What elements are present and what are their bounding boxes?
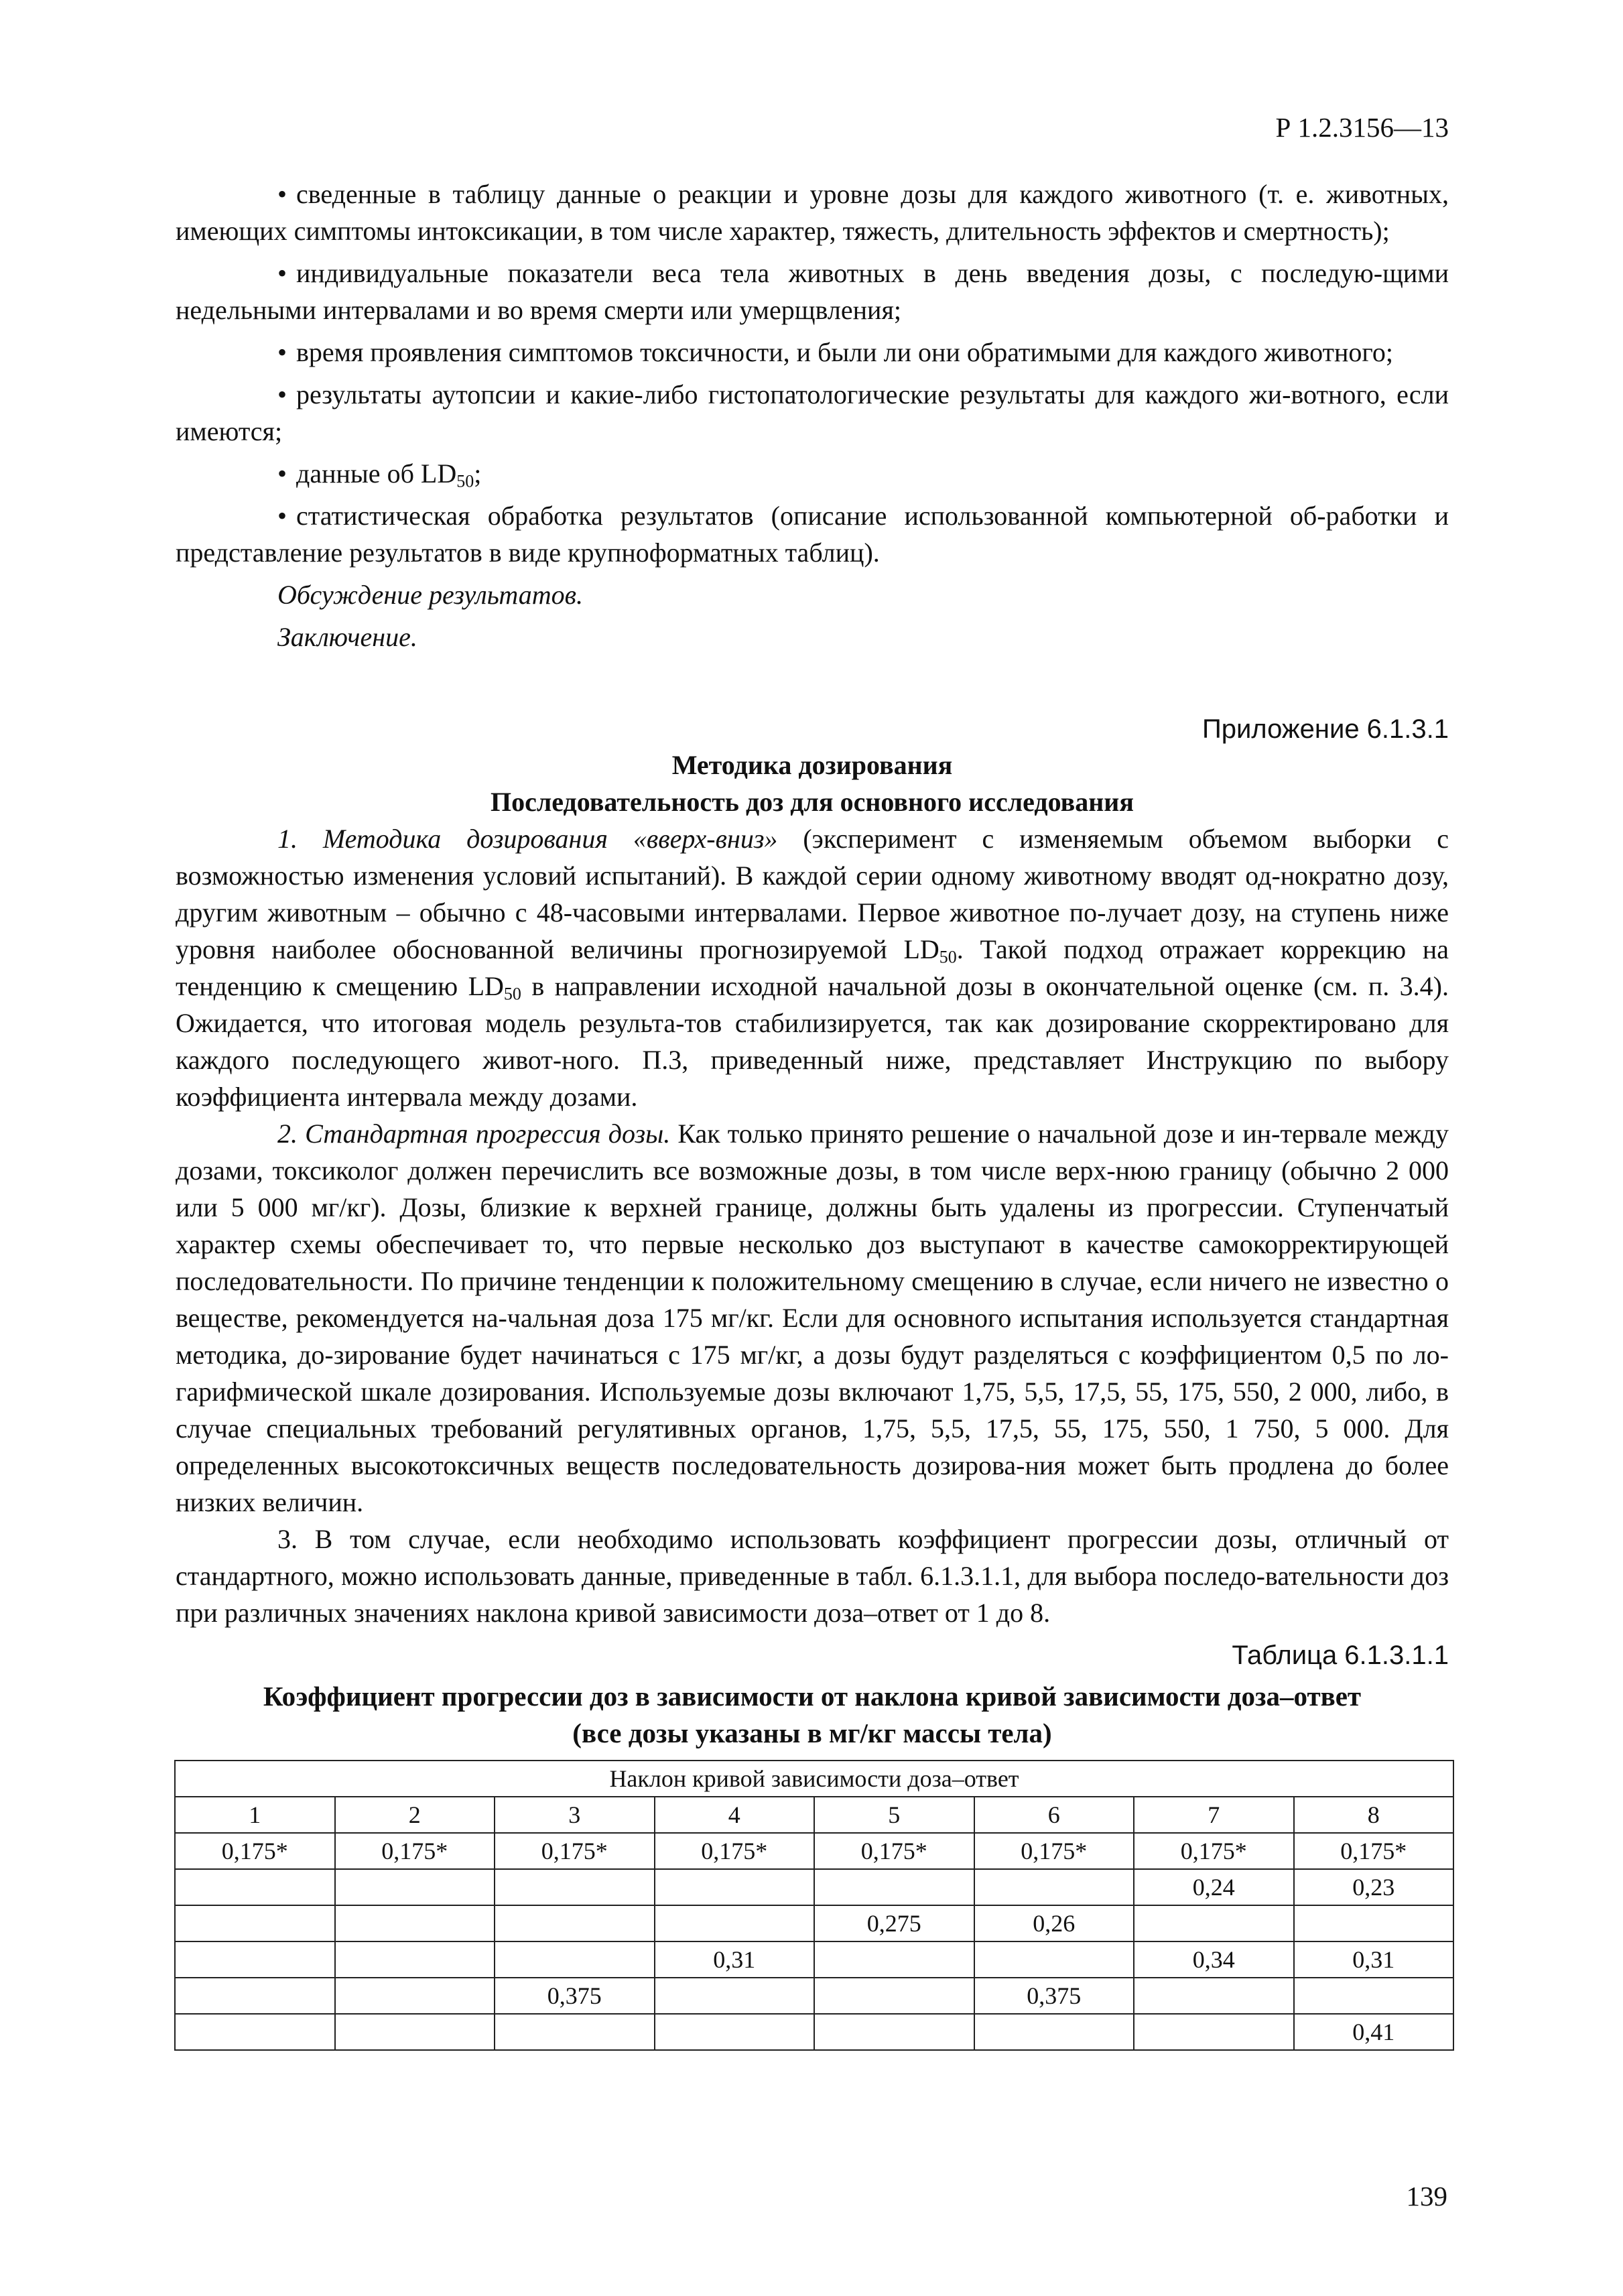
table-cell — [175, 1941, 335, 1978]
table-cell: 0,275 — [814, 1905, 974, 1941]
table-cell — [814, 1869, 974, 1905]
table-cell — [1294, 1978, 1454, 2014]
table-label: Таблица 6.1.3.1.1 — [1232, 1641, 1449, 1670]
bullet-text: сведенные в таблицу данные о реакции и уровне дозы для каждого животного (т. е. животных, имеющих симптомы интоксикации, в том числе характер, тяжесть, длительность эффектов и смертность); — [176, 179, 1449, 246]
paragraph-2-text: Как только принято решение о начальной дозе и ин-тервале между дозами, токсиколог должен перечислить все возможные дозы, в том числе верх-нюю границу (обычно 2 000 или 5 000 мг/кг). Дозы, близкие к верхней границе, должны быть удалены из прогрессии. Ступенчатый характер схемы обеспечивает то, что первые несколько доз выступают в качестве самокорректирующей последовательности. По причине тенденции к положительному смещению в случае, если ничего не известно о веществе, рекомендуется на-чальная доза 175 мг/кг. Если для основного испытания используется стандартная методика, до-зирование будет начинаться с 175 мг/кг, а дозы будут разделяться с коэффициентом 0,5 по ло-гарифмической шкале дозирования. Используемые дозы включают 1,75, 5,5, 17,5, 55, 175, 550, 2 000, либо, в случае специальных требований регулятивных органов, 1,75, 5,5, 17,5, 55, 175, 550, 1 750, 5 000. Для определенных высокотоксичных веществ последовательность дозирова-ния может быть продлена до более низких величин. — [176, 1119, 1449, 1517]
table-row — [175, 1905, 1453, 1941]
column-header: 4 — [655, 1797, 815, 1833]
table-cell: 0,175* — [1134, 1833, 1294, 1869]
table-cell — [655, 2014, 815, 2050]
table-cell — [814, 2014, 974, 2050]
column-header: 3 — [495, 1797, 655, 1833]
table-header-row — [175, 1761, 1453, 1797]
table-row — [175, 1941, 1453, 1978]
table-cell — [495, 2014, 655, 2050]
bullet-icon: • — [277, 458, 287, 489]
table-cell: 0,34 — [1134, 1941, 1294, 1978]
table-cell: 0,175* — [655, 1833, 815, 1869]
table-cell — [1134, 1978, 1294, 2014]
table-cell — [175, 1905, 335, 1941]
table-cell: 0,175* — [495, 1833, 655, 1869]
table-cell — [335, 1941, 495, 1978]
paragraph-2 — [176, 1115, 1449, 1521]
page-content — [176, 176, 1449, 2051]
bullet-item — [176, 176, 1449, 249]
page-number: 139 — [1406, 2181, 1447, 2212]
paragraph-1-text-b: . Такой подход отражает коррекцию на тенденцию к смещению LD — [176, 934, 1449, 1001]
paragraph-1-text-a: (эксперимент с изменяемым объемом выборки с возможностью изменения условий испытаний). В каждой серии одному животному вводят од-нократно дозу, другим животным – обычно с 48-часовыми интервалами. Первое животное по-лучает дозу, на ступень ниже уровня наиболее обоснованной величины прогнозируемой LD — [176, 824, 1449, 964]
bullet-item — [176, 255, 1449, 328]
ld50-prefix: данные об LD — [296, 458, 457, 489]
table-cell: 0,375 — [495, 1978, 655, 2014]
bullet-icon: • — [277, 501, 287, 531]
bullet-icon: • — [277, 337, 287, 367]
table-cell — [655, 1869, 815, 1905]
column-header: 2 — [335, 1797, 495, 1833]
conclusion-heading: Заключение. — [277, 622, 417, 652]
bullet-icon: • — [277, 379, 287, 409]
bullet-text: результаты аутопсии и какие-либо гистопатологические результаты для каждого жи-вотного, если имеются; — [176, 379, 1449, 446]
table-cell: 0,175* — [335, 1833, 495, 1869]
table-cell — [335, 1978, 495, 2014]
table-cell: 0,23 — [1294, 1869, 1454, 1905]
table-cell — [974, 2014, 1134, 2050]
paragraph-1 — [176, 820, 1449, 1115]
table-cell: 0,175* — [1294, 1833, 1454, 1869]
table-cell — [495, 1869, 655, 1905]
table-cell — [335, 2014, 495, 2050]
table-cell: 0,26 — [974, 1905, 1134, 1941]
bullet-item — [176, 497, 1449, 571]
table-subtitle: (все дозы указаны в мг/кг массы тела) — [572, 1718, 1052, 1748]
table-row — [175, 1869, 1453, 1905]
table-cell — [175, 1978, 335, 2014]
ld50-suffix: ; — [474, 458, 482, 489]
bullet-item-ld50 — [176, 455, 1449, 492]
table-cell — [175, 1869, 335, 1905]
column-header: 6 — [974, 1797, 1134, 1833]
table-cell — [495, 1941, 655, 1978]
table-title: Коэффициент прогрессии доз в зависимости от наклона кривой зависимости доза–ответ — [263, 1681, 1362, 1712]
paragraph-1-text-c: в направлении исходной начальной дозы в окончательной оценке (см. п. 3.4). Ожидается, что итоговая модель результа-тов стабилизируется, так как дозирование скорректировано для каждого последующего живот-ного. П.3, приведенный ниже, представляет Инструкцию по выбору коэффициента интервала между дозами. — [176, 971, 1449, 1112]
table-cell — [335, 1869, 495, 1905]
table-cell — [655, 1905, 815, 1941]
paragraph-2-lead: 2. Стандартная прогрессия дозы. — [277, 1119, 671, 1149]
table-cell: 0,24 — [1134, 1869, 1294, 1905]
table-column-row — [175, 1797, 1453, 1833]
bullet-item — [176, 376, 1449, 450]
table-row — [175, 1833, 1453, 1869]
table-cell: 0,31 — [655, 1941, 815, 1978]
table-cell: 0,31 — [1294, 1941, 1454, 1978]
appendix-title: Методика дозирования — [671, 750, 953, 780]
column-header: 1 — [175, 1797, 335, 1833]
document-code: Р 1.2.3156—13 — [1275, 112, 1449, 143]
appendix-subtitle: Последовательность доз для основного исследования — [491, 787, 1134, 817]
table-cell: 0,41 — [1294, 2014, 1454, 2050]
table-cell — [814, 1978, 974, 2014]
table-cell — [974, 1941, 1134, 1978]
table-cell — [495, 1905, 655, 1941]
paragraph-1-lead: 1. Методика дозирования «вверх-вниз» — [277, 824, 778, 854]
table-cell — [814, 1941, 974, 1978]
column-header: 7 — [1134, 1797, 1294, 1833]
table-cell — [175, 2014, 335, 2050]
discussion-heading: Обсуждение результатов. — [277, 580, 583, 610]
table-cell — [1134, 1905, 1294, 1941]
bullet-item — [176, 334, 1449, 371]
ld50-subscript: 50 — [503, 984, 521, 1004]
table-cell — [974, 1869, 1134, 1905]
table-row — [175, 2014, 1453, 2050]
table-cell: 0,175* — [974, 1833, 1134, 1869]
column-header: 5 — [814, 1797, 974, 1833]
table-cell: 0,175* — [175, 1833, 335, 1869]
bullet-text: статистическая обработка результатов (описание использованной компьютерной об-работки и представление результатов в виде крупноформатных таблиц). — [176, 501, 1449, 568]
bullet-text: время проявления симптомов токсичности, и были ли они обратимыми для каждого животного; — [296, 337, 1393, 367]
bullet-text: индивидуальные показатели веса тела животных в день введения дозы, с последую-щими недельными интервалами и во время смерти или умерщвления; — [176, 258, 1449, 325]
table-header: Наклон кривой зависимости доза–ответ — [175, 1761, 1453, 1797]
bullet-icon: • — [277, 258, 287, 288]
table-cell — [655, 1978, 815, 2014]
table-cell — [1294, 1905, 1454, 1941]
appendix-label: Приложение 6.1.3.1 — [1202, 714, 1449, 744]
paragraph-3: 3. В том случае, если необходимо использовать коэффициент прогрессии дозы, отличный от стандартного, можно использовать данные, приведенные в табл. 6.1.3.1.1, для выбора последо-вательности доз при различных значениях наклона кривой зависимости доза–ответ от 1 до 8. — [176, 1524, 1449, 1628]
ld50-subscript: 50 — [939, 947, 957, 967]
bullet-icon: • — [277, 179, 287, 209]
table-cell: 0,175* — [814, 1833, 974, 1869]
table-cell — [335, 1905, 495, 1941]
ld50-subscript: 50 — [456, 471, 474, 491]
table-row — [175, 1978, 1453, 2014]
dose-progression-table — [174, 1760, 1454, 2051]
table-cell — [1134, 2014, 1294, 2050]
column-header: 8 — [1294, 1797, 1454, 1833]
table-cell: 0,375 — [974, 1978, 1134, 2014]
